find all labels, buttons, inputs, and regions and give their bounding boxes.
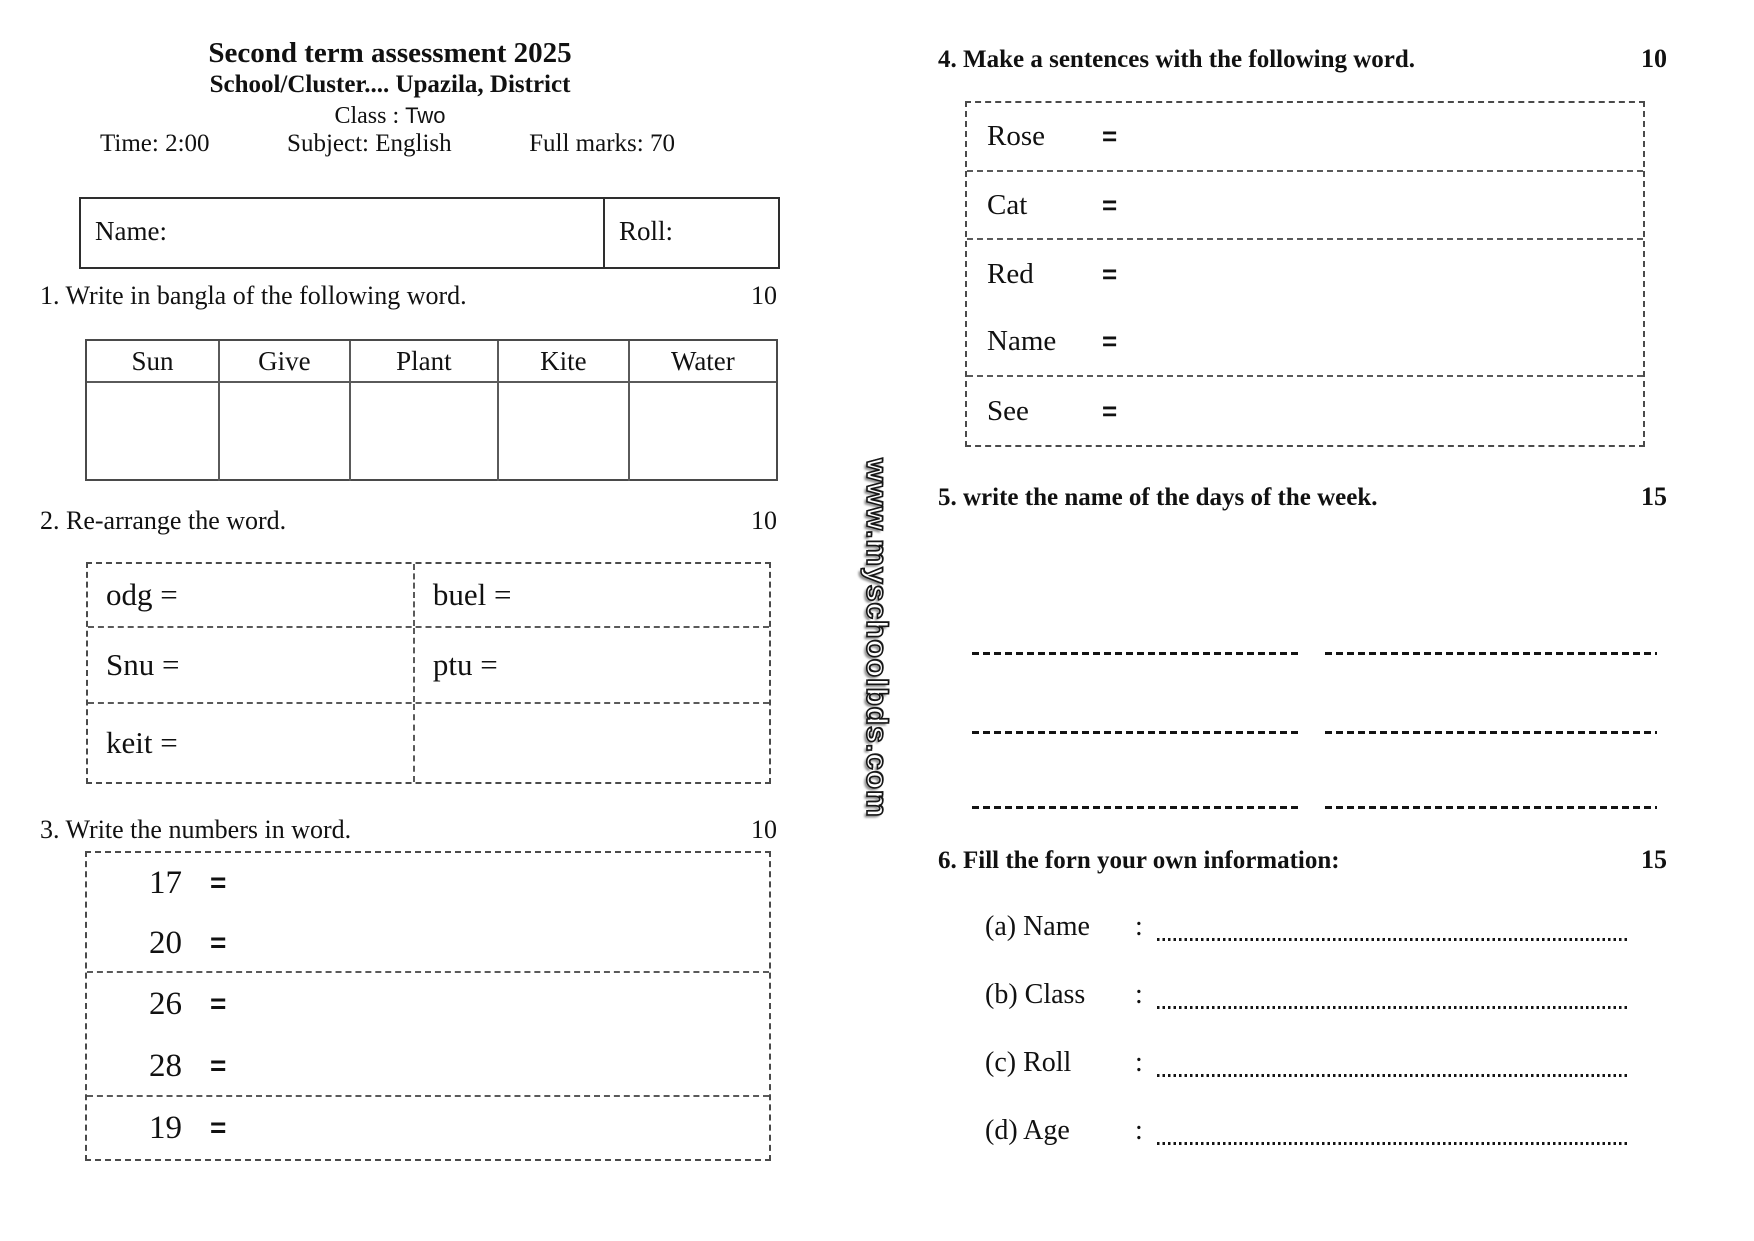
q2-cell: Snu = <box>88 628 415 702</box>
q3-line <box>87 1097 769 1159</box>
name-roll-box <box>79 197 780 269</box>
q6-marks: 15 <box>1641 845 1667 874</box>
q6-field-row <box>985 1097 1630 1165</box>
q4-word: Cat <box>987 188 1028 221</box>
q2-cell <box>415 704 769 782</box>
q2-marks: 10 <box>751 506 777 535</box>
q1-word: Plant <box>349 341 497 381</box>
q4-row <box>967 377 1643 445</box>
q6-dotted-line <box>1157 938 1630 941</box>
q3-numbers-box <box>85 851 771 1161</box>
q6-field-label: (a) Name <box>985 911 1090 942</box>
q1-title: 1. Write in bangla of the following word. <box>40 281 467 310</box>
q4-row <box>967 103 1643 172</box>
q3-section <box>87 853 769 973</box>
q3-line <box>87 913 769 973</box>
q4-sentence-table <box>965 101 1645 447</box>
q1-answer-cell <box>218 383 349 481</box>
q6-field-row <box>985 961 1630 1029</box>
q1-marks: 10 <box>751 281 777 310</box>
class-value: Two <box>405 103 446 128</box>
q6-field-label: (b) Class <box>985 979 1086 1010</box>
q4-equals-sign: = <box>1102 189 1118 220</box>
roll-label: Roll: <box>619 216 674 246</box>
q3-marks: 10 <box>751 815 777 844</box>
q5-answer-line <box>972 731 1302 734</box>
q4-equals-sign: = <box>1102 258 1118 289</box>
q3-number: 26 <box>149 985 182 1022</box>
site-watermark: www.myschoolbds.com <box>860 458 893 818</box>
q1-answer-cell <box>87 383 218 481</box>
q6-field-row <box>985 893 1630 961</box>
q2-row <box>88 704 769 782</box>
q6-colon: : <box>1135 1115 1143 1146</box>
paper-header <box>40 36 740 132</box>
q3-title: 3. Write the numbers in word. <box>40 815 352 844</box>
q3-section <box>87 1097 769 1159</box>
q3-number: 28 <box>149 1047 182 1084</box>
q6-dotted-line <box>1157 1074 1630 1077</box>
q1-word: Sun <box>131 345 174 376</box>
q1-word: Kite <box>497 341 628 381</box>
q4-word: See <box>987 394 1029 427</box>
q3-line <box>87 853 769 913</box>
q4-marks: 10 <box>1641 44 1667 73</box>
q1-answer-cell <box>349 383 497 481</box>
paper-subtitle: School/Cluster.... Upazila, District <box>209 71 571 98</box>
q5-heading-row <box>938 482 1667 512</box>
q1-word-table <box>85 339 778 481</box>
q6-dotted-line <box>1157 1006 1630 1009</box>
q6-field-label: (d) Age <box>985 1115 1070 1146</box>
q3-equals-sign: = <box>210 927 227 958</box>
q4-word: Name <box>987 325 1057 357</box>
q3-equals-sign: = <box>210 1112 227 1143</box>
q1-heading-row <box>40 281 777 311</box>
time-label: Time: 2:00 <box>100 130 210 157</box>
q6-dotted-line <box>1157 1142 1630 1145</box>
q4-word: Rose <box>987 120 1045 152</box>
q5-answer-line <box>972 652 1302 655</box>
q4-row <box>967 308 1643 377</box>
q2-row <box>88 564 769 628</box>
q1-word: Water <box>628 341 776 381</box>
q6-colon: : <box>1135 1047 1143 1078</box>
full-marks-label: Full marks: 70 <box>529 130 675 157</box>
q5-answer-line <box>1325 731 1657 734</box>
class-label: Class : <box>334 103 400 129</box>
subject-label: Subject: English <box>287 130 452 157</box>
q3-number: 20 <box>149 924 182 961</box>
q6-field-row <box>985 1029 1630 1097</box>
class-line <box>40 100 740 132</box>
q6-colon: : <box>1135 979 1143 1010</box>
q5-answer-line <box>1325 806 1657 809</box>
q3-equals-sign: = <box>210 867 227 898</box>
q4-equals-sign: = <box>1102 326 1118 356</box>
q3-equals-sign: = <box>210 1050 227 1081</box>
q5-answer-line <box>1325 652 1657 655</box>
q2-cell: odg = <box>88 564 415 626</box>
name-roll-divider <box>603 199 605 267</box>
name-label: Name: <box>95 216 167 246</box>
q2-cell: buel = <box>432 577 512 612</box>
q4-heading-row <box>938 44 1667 74</box>
q1-answer-cell <box>628 383 776 481</box>
q1-answer-row <box>87 383 776 481</box>
q2-heading-row <box>40 506 777 536</box>
q4-word: Red <box>987 257 1034 290</box>
q3-number: 19 <box>149 1109 182 1146</box>
q3-heading-row <box>40 815 777 845</box>
q4-equals-sign: = <box>1102 121 1118 151</box>
q5-marks: 15 <box>1641 482 1667 511</box>
q3-line <box>87 973 769 1035</box>
q4-row <box>967 172 1643 240</box>
q6-heading-row <box>938 845 1667 875</box>
q6-field-label: (c) Roll <box>985 1047 1072 1078</box>
q2-title: 2. Re-arrange the word. <box>40 506 287 535</box>
q3-line <box>87 1035 769 1097</box>
q4-row <box>967 240 1643 308</box>
q5-answer-line <box>972 806 1302 809</box>
q5-title: 5. write the name of the days of the week. <box>938 484 1378 511</box>
q2-cell: keit = <box>88 704 415 782</box>
meta-row <box>100 130 675 158</box>
q6-colon: : <box>1135 911 1143 942</box>
q6-form <box>985 893 1630 1165</box>
q2-cell: ptu = <box>432 647 498 682</box>
q3-section <box>87 973 769 1097</box>
q1-answer-cell <box>497 383 628 481</box>
q6-title: 6. Fill the forn your own information: <box>938 847 1340 874</box>
q3-number: 17 <box>149 864 182 901</box>
q1-table-header <box>87 341 776 383</box>
q2-rearrange-table <box>86 562 771 784</box>
q4-title: 4. Make a sentences with the following word. <box>938 46 1416 73</box>
q3-equals-sign: = <box>210 988 227 1019</box>
q4-equals-sign: = <box>1102 395 1118 426</box>
q2-row <box>88 628 769 704</box>
q1-word: Give <box>218 341 349 381</box>
paper-title: Second term assessment 2025 <box>208 37 572 69</box>
